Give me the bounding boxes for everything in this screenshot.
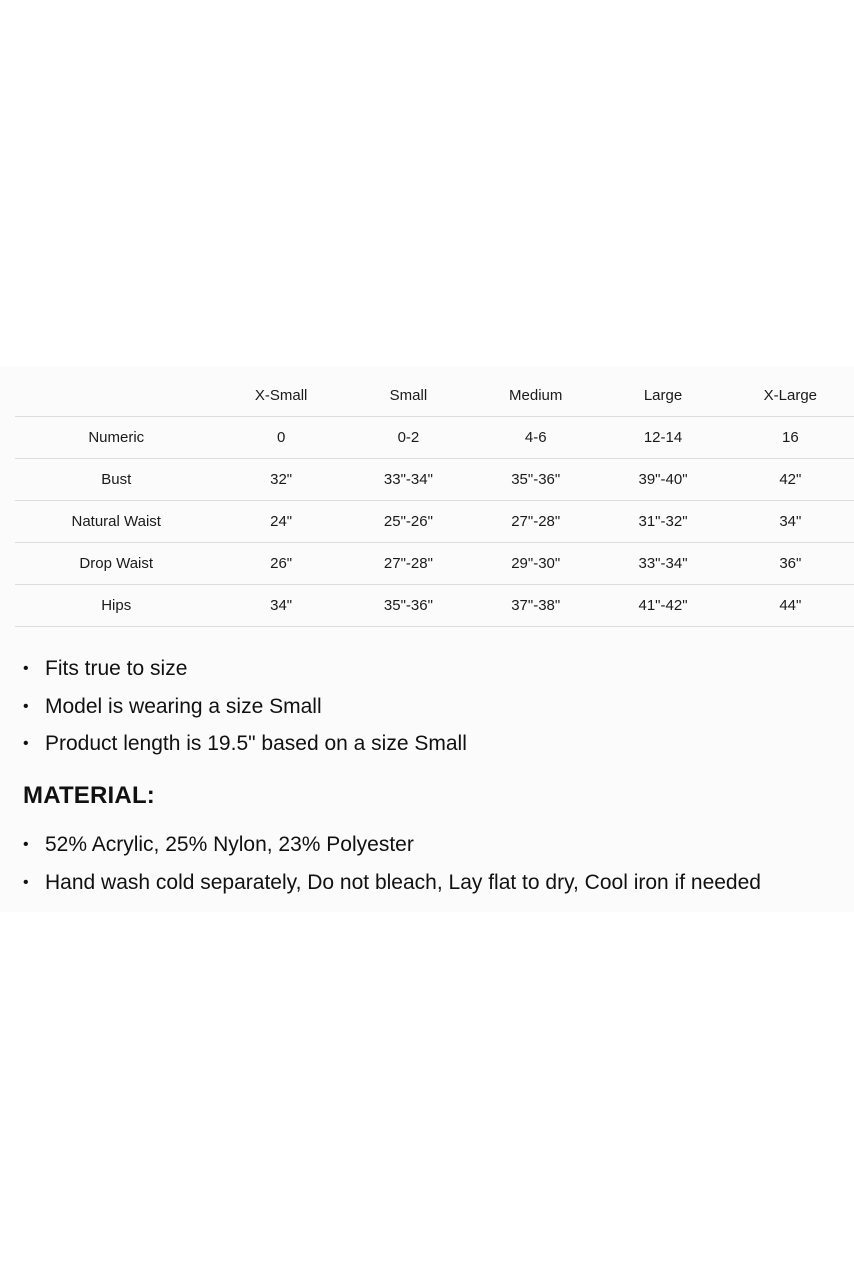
measurement-label: Drop Waist [15,543,217,585]
bullet-icon: • [23,836,29,853]
measurement-value: 33"-34" [345,459,472,501]
material-heading: MATERIAL: [23,782,155,809]
measurement-value: 0 [217,417,344,459]
measurement-value: 29"-30" [472,543,599,585]
measurement-value: 37"-38" [472,585,599,627]
measurement-value: 36" [727,543,854,585]
bullet-icon: • [23,697,29,715]
measurement-label: Bust [15,459,217,501]
table-row [15,585,854,627]
measurement-label: Hips [15,585,217,627]
size-chart-header-row [15,375,854,417]
measurement-value: 24" [217,501,344,543]
fit-note-text: Fits true to size [45,657,188,680]
measurement-value: 25"-26" [345,501,472,543]
measurement-value: 42" [727,459,854,501]
measurement-value: 16 [727,417,854,459]
measurement-value: 33"-34" [599,543,726,585]
list-item [22,731,467,769]
material-item-text: 52% Acrylic, 25% Nylon, 23% Polyester [45,833,414,856]
size-column-header: Medium [472,375,599,417]
table-row [15,543,854,585]
material-list [22,832,761,907]
measurement-value: 39"-40" [599,459,726,501]
size-chart-corner-cell [15,375,217,417]
measurement-value: 32" [217,459,344,501]
size-column-header: X-Small [217,375,344,417]
measurement-value: 4-6 [472,417,599,459]
size-column-header: Large [599,375,726,417]
measurement-value: 35"-36" [472,459,599,501]
measurement-label: Numeric [15,417,217,459]
fit-note-text: Model is wearing a size Small [45,694,322,718]
table-row [15,501,854,543]
measurement-value: 27"-28" [345,543,472,585]
measurement-label: Natural Waist [15,501,217,543]
measurement-value: 34" [217,585,344,627]
fit-notes-list [22,656,467,769]
measurement-value: 35"-36" [345,585,472,627]
list-item [22,694,467,732]
measurement-value: 26" [217,543,344,585]
list-item [22,870,761,908]
fit-note-text: Product length is 19.5" based on a size Small [45,732,467,755]
measurement-value: 12-14 [599,417,726,459]
table-row [15,417,854,459]
size-column-header: X-Large [727,375,854,417]
size-column-header: Small [345,375,472,417]
measurement-value: 34" [727,501,854,543]
bullet-icon: • [23,735,29,752]
measurement-value: 0-2 [345,417,472,459]
bullet-icon: • [23,660,29,677]
table-row [15,459,854,501]
size-chart-table [15,375,854,627]
list-item [22,656,467,694]
measurement-value: 41"-42" [599,585,726,627]
measurement-value: 27"-28" [472,501,599,543]
measurement-value: 44" [727,585,854,627]
material-item-text: Hand wash cold separately, Do not bleach, Lay flat to dry, Cool iron if needed [45,870,761,894]
list-item [22,832,761,870]
measurement-value: 31"-32" [599,501,726,543]
bullet-icon: • [23,873,29,891]
